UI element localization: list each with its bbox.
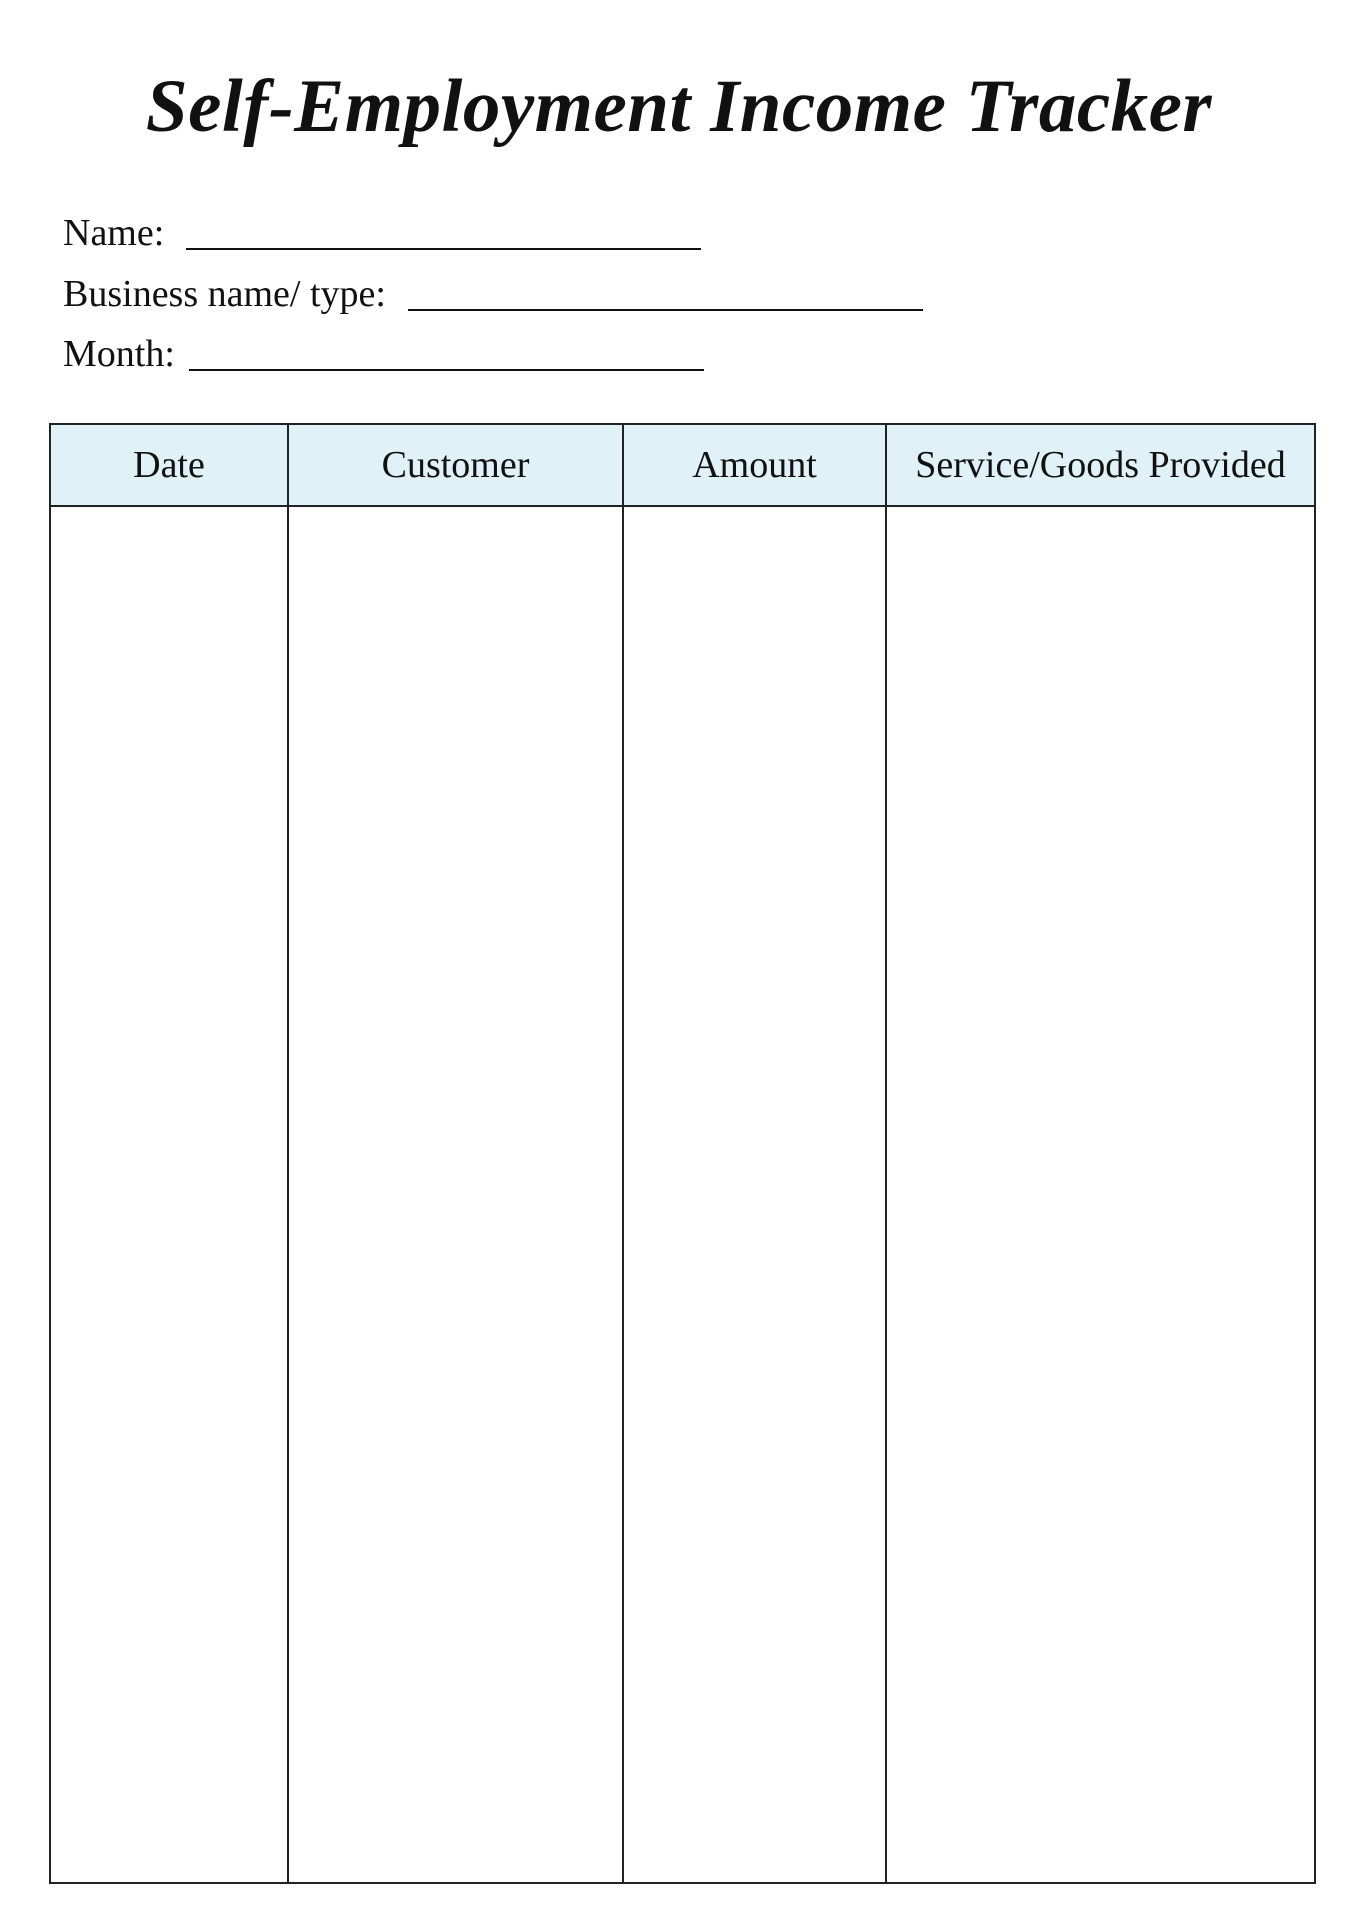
name-blank-line[interactable] <box>186 248 701 250</box>
service-goods-cell[interactable] <box>886 506 1315 1883</box>
header-service-goods: Service/Goods Provided <box>886 424 1315 506</box>
date-cell[interactable] <box>50 506 288 1883</box>
header-amount: Amount <box>623 424 886 506</box>
business-label: Business name/ type: <box>63 273 386 315</box>
table-row <box>50 506 1315 1883</box>
header-customer: Customer <box>288 424 623 506</box>
page-title: Self-Employment Income Tracker <box>145 65 1213 148</box>
name-field <box>63 205 701 255</box>
table-header-row <box>50 424 1315 506</box>
month-blank-line[interactable] <box>189 369 704 371</box>
header-date: Date <box>50 424 288 506</box>
month-field <box>63 326 704 376</box>
month-label: Month: <box>63 333 175 375</box>
amount-cell[interactable] <box>623 506 886 1883</box>
business-blank-line[interactable] <box>408 309 923 311</box>
business-field <box>63 266 923 316</box>
customer-cell[interactable] <box>288 506 623 1883</box>
name-label: Name: <box>63 212 165 254</box>
income-table <box>49 423 1316 1884</box>
